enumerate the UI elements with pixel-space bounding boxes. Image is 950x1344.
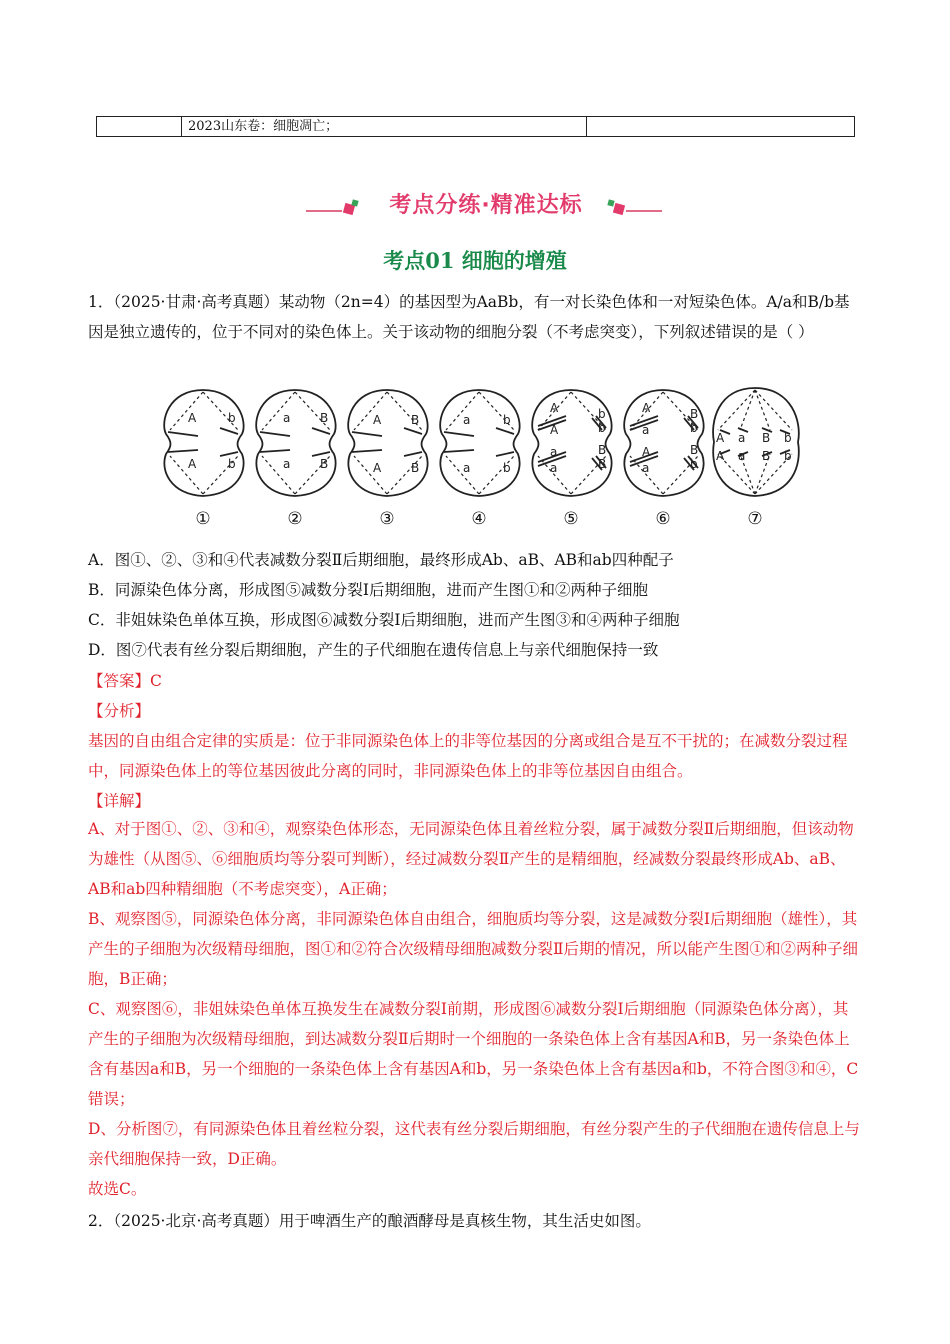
answer-tag: 【答案】 <box>88 672 151 690</box>
answer-value: C <box>150 672 162 690</box>
svg-text:b: b <box>784 431 792 445</box>
svg-text:A: A <box>642 401 651 415</box>
question-stem: 1．（2025·甘肃·高考真题）某动物（2n=4）的基因型为AaBb，有一对长染色体和一对短染色体。A/a和B/b基因是独立遗传的，位于不同对的染色体上。关于该动物的细胞分裂（不考虑突变），下列叙述错误的是（ ） <box>88 293 850 341</box>
svg-text:a: a <box>738 431 746 445</box>
detail-d: D、分析图⑦，有同源染色体且着丝粒分裂，这代表有丝分裂后期细胞，有丝分裂产生的子代细胞在遗传信息上与亲代细胞保持一致，D正确。 <box>88 1120 860 1168</box>
figure-label: ⑦ <box>747 509 763 529</box>
analysis-text: 基因的自由组合定律的实质是：位于非同源染色体上的非等位基因的分离或组合是互不干扰的；在减数分裂过程中，同源染色体上的等位基因彼此分离的同时，非同源染色体上的非等位基因自由组合。 <box>88 732 848 780</box>
cell-division-figure <box>158 382 808 532</box>
svg-text:A: A <box>642 445 651 459</box>
svg-text:B: B <box>598 457 607 471</box>
svg-text:a: a <box>550 445 558 459</box>
svg-text:b: b <box>690 421 698 435</box>
svg-text:B: B <box>690 443 699 457</box>
svg-text:A: A <box>716 449 725 463</box>
detail-tag: 【详解】 <box>88 792 151 810</box>
banner-title: 考点分练·精准达标 <box>389 193 583 218</box>
figure-label: ⑤ <box>563 509 579 529</box>
svg-text:A: A <box>716 431 725 445</box>
svg-text:b: b <box>228 457 236 471</box>
svg-text:B: B <box>762 431 771 445</box>
svg-text:a: a <box>463 413 471 427</box>
svg-text:B: B <box>320 411 329 425</box>
detail-a: A、对于图①、②、③和④，观察染色体形态，无同源染色体且着丝粒分裂，属于减数分裂Ⅱ后期细胞，但该动物为雄性（从图⑤、⑥细胞质均等分裂可判断），经过减数分裂Ⅱ产生的是精细胞，经减数分裂最终形成Ab、aB、AB和ab四种精细胞（不考虑突变），A正确； <box>88 820 854 898</box>
svg-text:A: A <box>373 413 382 427</box>
cell-1 <box>164 390 243 496</box>
cell-2 <box>256 390 335 496</box>
svg-text:B: B <box>411 413 420 427</box>
figure-label: ① <box>195 509 211 529</box>
svg-text:B: B <box>598 443 607 457</box>
svg-text:b: b <box>784 449 792 463</box>
svg-text:B: B <box>762 449 771 463</box>
svg-text:A: A <box>550 401 559 415</box>
svg-text:B: B <box>690 407 699 421</box>
banner-diamond-icon <box>613 203 625 215</box>
svg-text:a: a <box>283 457 291 471</box>
question-2-stem: 2．（2025·北京·高考真题）用于啤酒生产的酿酒酵母是真核生物，其生活史如图。 <box>88 1212 651 1230</box>
option-a: A．图①、②、③和④代表减数分裂Ⅱ后期细胞，最终形成Ab、aB、AB和ab四种配子 <box>88 551 674 569</box>
svg-text:a: a <box>550 461 558 475</box>
cell-3 <box>348 390 427 496</box>
table-cell: 2023山东卷：细胞凋亡； <box>182 117 587 137</box>
svg-text:b: b <box>598 407 606 421</box>
svg-text:B: B <box>320 457 329 471</box>
svg-text:a: a <box>283 411 291 425</box>
svg-text:a: a <box>642 423 650 437</box>
answer-line <box>88 666 863 696</box>
detail-b: B、观察图⑤，同源染色体分离，非同源染色体自由组合，细胞质均等分裂，这是减数分裂Ⅰ后期细胞（雄性），其产生的子细胞为次级精母细胞，图①和②符合次级精母细胞减数分裂Ⅱ后期的情况，所以能产生图①和②两种子细胞，B正确； <box>88 910 859 988</box>
option-b: B．同源染色体分离，形成图⑤减数分裂Ⅰ后期细胞，进而产生图①和②两种子细胞 <box>88 581 649 599</box>
banner-line-left <box>306 210 342 212</box>
svg-text:b: b <box>503 413 511 427</box>
option-d: D．图⑦代表有丝分裂后期细胞，产生的子代细胞在遗传信息上与亲代细胞保持一致 <box>88 641 659 659</box>
svg-text:A: A <box>373 461 382 475</box>
figure-label: ⑥ <box>655 509 671 529</box>
svg-text:a: a <box>642 461 650 475</box>
table-cell <box>587 117 855 137</box>
svg-text:b: b <box>503 461 511 475</box>
svg-text:b: b <box>228 411 236 425</box>
svg-text:A: A <box>550 423 559 437</box>
table-row <box>97 117 855 137</box>
figure-label: ③ <box>379 509 395 529</box>
svg-text:A: A <box>188 411 197 425</box>
cell-4 <box>440 390 519 496</box>
option-c: C．非姐妹染色单体互换，形成图⑥减数分裂Ⅰ后期细胞，进而产生图③和④两种子细胞 <box>88 611 680 629</box>
svg-text:a: a <box>738 449 746 463</box>
section-title: 考点01 细胞的增殖 <box>383 248 567 273</box>
figure-label: ④ <box>471 509 487 529</box>
svg-text:b: b <box>598 421 606 435</box>
svg-text:B: B <box>411 461 420 475</box>
svg-text:a: a <box>463 461 471 475</box>
detail-c: C、观察图⑥，非姐妹染色单体互换发生在减数分裂Ⅰ前期，形成图⑥减数分裂Ⅰ后期细胞（同源染色体分离），其产生的子细胞为次级精母细胞，到达减数分裂Ⅱ后期时一个细胞的一条染色体上含有基因A和B，另一条染色体上含有基因a和B，另一个细胞的一条染色体上含有基因A和b，另一条染色体上含有基因a和b，不符合图③和④，C错误； <box>88 1000 859 1108</box>
conclusion: 故选C。 <box>88 1180 147 1198</box>
svg-text:b: b <box>690 457 698 471</box>
summary-table <box>96 116 855 137</box>
svg-text:A: A <box>188 457 197 471</box>
analysis-tag: 【分析】 <box>88 702 151 720</box>
table-cell <box>97 117 182 137</box>
banner-line-right <box>626 210 662 212</box>
figure-label: ② <box>287 509 303 529</box>
